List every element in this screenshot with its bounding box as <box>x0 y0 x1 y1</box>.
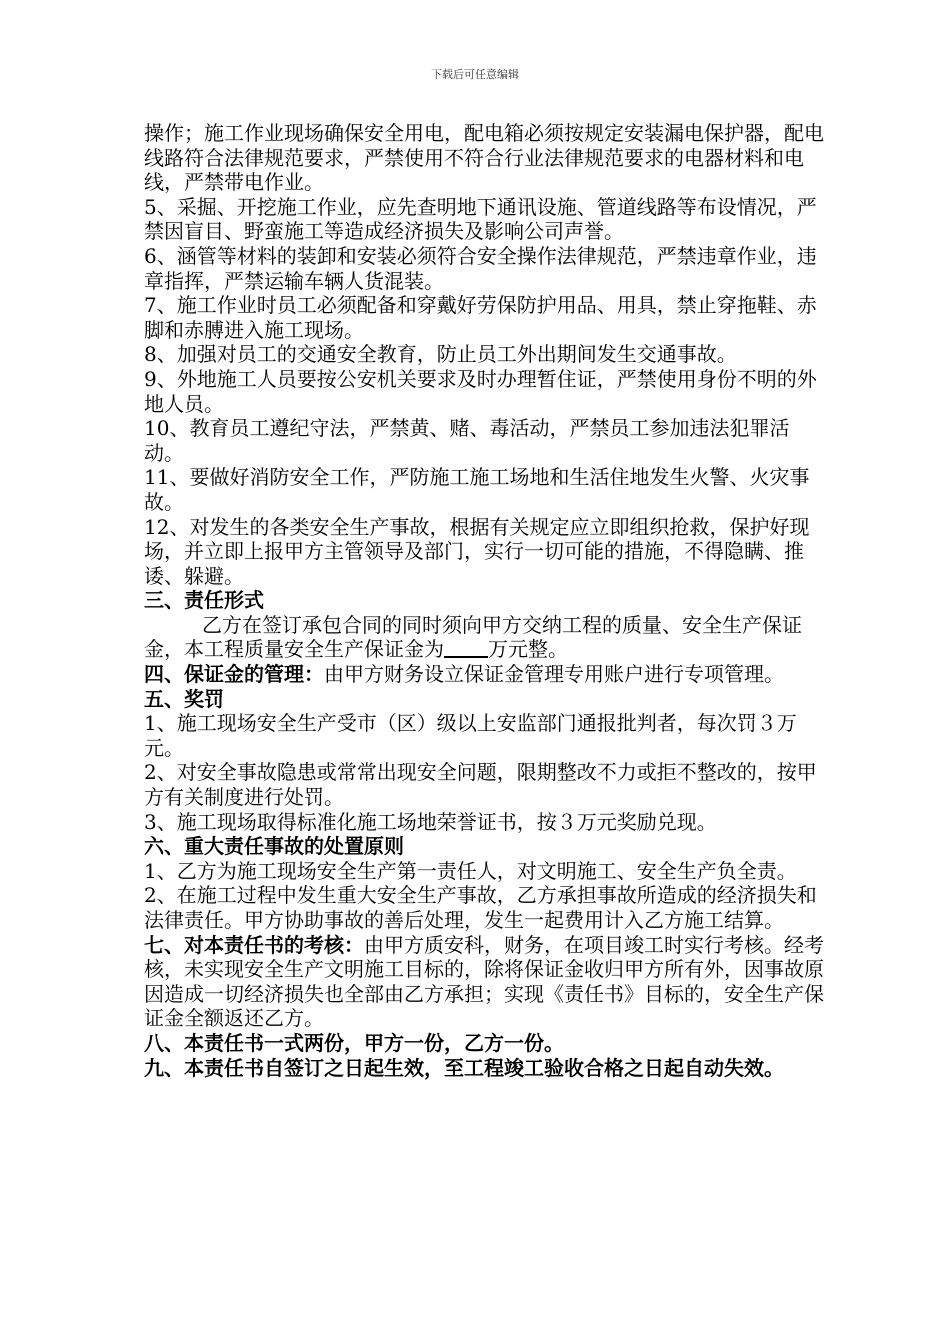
section-8-text: 八、本责任书一式两份，甲方一份，乙方一份。 <box>144 1030 564 1055</box>
section-3-heading <box>144 588 826 613</box>
section-3-paragraph <box>144 613 826 662</box>
section-5-item-1: 1、施工现场安全生产受市（区）级以上安监部门通报批判者，每次罚３万元。 <box>144 711 797 760</box>
list-item-11: 11、要做好消防安全工作，严防施工施工场地和生活住地发生火警、火灾事故。 <box>144 465 810 514</box>
section-4-title: 四、保证金的管理： <box>144 662 324 687</box>
section-7-text: 由甲方质安科，财务，在项目竣工时实行考核。经考核，未实现安全生产文明施工目标的，除将保证金收归甲方所有外，因事故原因造成一切经济损失也全部由乙方承担；实现《责任书》目标的，安全生产保证金全额返还乙方。 <box>144 932 824 1031</box>
section-8-paragraph <box>144 1031 826 1056</box>
section-3-text-a: 乙方在签订承包合同的同时须向甲方交纳工程的质量、安全生产保证金，本工程质量安全生产保证金为 <box>144 612 802 662</box>
list-item-9: 9、外地施工人员要按公安机关要求及时办理暂住证，严禁使用身份不明的外地人员。 <box>144 366 817 416</box>
section-7-paragraph <box>144 933 826 1031</box>
document-body <box>144 121 826 1080</box>
section-6-heading <box>144 834 826 859</box>
section-9-text: 九、本责任书自签订之日起生效，至工程竣工验收合格之日起自动失效。 <box>144 1055 784 1080</box>
section-4-text: 由甲方财务设立保证金管理专用账户进行专项管理。 <box>324 662 784 687</box>
section-5-item-2: 2、对安全事故隐患或常常出现安全问题，限期整改不力或拒不整改的，按甲方有关制度进行处罚。 <box>144 760 817 810</box>
list-item-12: 12、对发生的各类安全生产事故，根据有关规定应立即组织抢救，保护好现场，并立即上报甲方主管领导及部门，实行一切可能的措施，不得隐瞒、推诿、躲避。 <box>144 514 810 588</box>
amount-blank <box>444 638 488 658</box>
list-item-5: 5、采掘、开挖施工作业，应先查明地下通讯设施、管道线路等布设情况，严禁因盲目、野蛮施工等造成经济损失及影响公司声誉。 <box>144 194 817 244</box>
section-3-text-b: 万元整。 <box>488 637 568 662</box>
list-item-7: 7、施工作业时员工必须配备和穿戴好劳保防护用品、用具，禁止穿拖鞋、赤脚和赤膊进入施工现场。 <box>144 293 817 342</box>
list-item-8: 8、加强对员工的交通安全教育，防止员工外出期间发生交通事故。 <box>144 342 737 367</box>
section-5-heading <box>144 687 826 712</box>
section-9-paragraph <box>144 1056 826 1081</box>
section-5-title: 五、奖罚 <box>144 686 224 711</box>
section-6-title: 六、重大责任事故的处置原则 <box>144 834 404 859</box>
page-header: 下载后可任意编辑 <box>431 68 519 81</box>
section-3-title: 三、责任形式 <box>144 588 264 613</box>
section-5-item-3: 3、施工现场取得标准化施工场地荣誉证书，按３万元奖励兑现。 <box>144 809 717 834</box>
list-item-6: 6、涵管等材料的装卸和安装必须符合安全操作法律规范，严禁违章作业，违章指挥，严禁运输车辆人货混装。 <box>144 243 817 293</box>
paragraph-continued: 操作；施工作业现场确保安全用电，配电箱必须按规定安装漏电保护器，配电线路符合法律规范要求，严禁使用不符合行业法律规范要求的电器材料和电线，严禁带电作业。 <box>144 121 824 195</box>
section-6-item-2: 2、在施工过程中发生重大安全生产事故，乙方承担事故所造成的经济损失和法律责任。甲方协助事故的善后处理，发生一起费用计入乙方施工结算。 <box>144 883 817 932</box>
section-6-item-1: 1、乙方为施工现场安全生产第一责任人，对文明施工、安全生产负全责。 <box>144 858 797 883</box>
section-7-title: 七、对本责任书的考核： <box>144 932 364 957</box>
section-4-paragraph <box>144 662 826 687</box>
list-item-10: 10、教育员工遵纪守法，严禁黄、赌、毒活动，严禁员工参加违法犯罪活动。 <box>144 416 790 465</box>
